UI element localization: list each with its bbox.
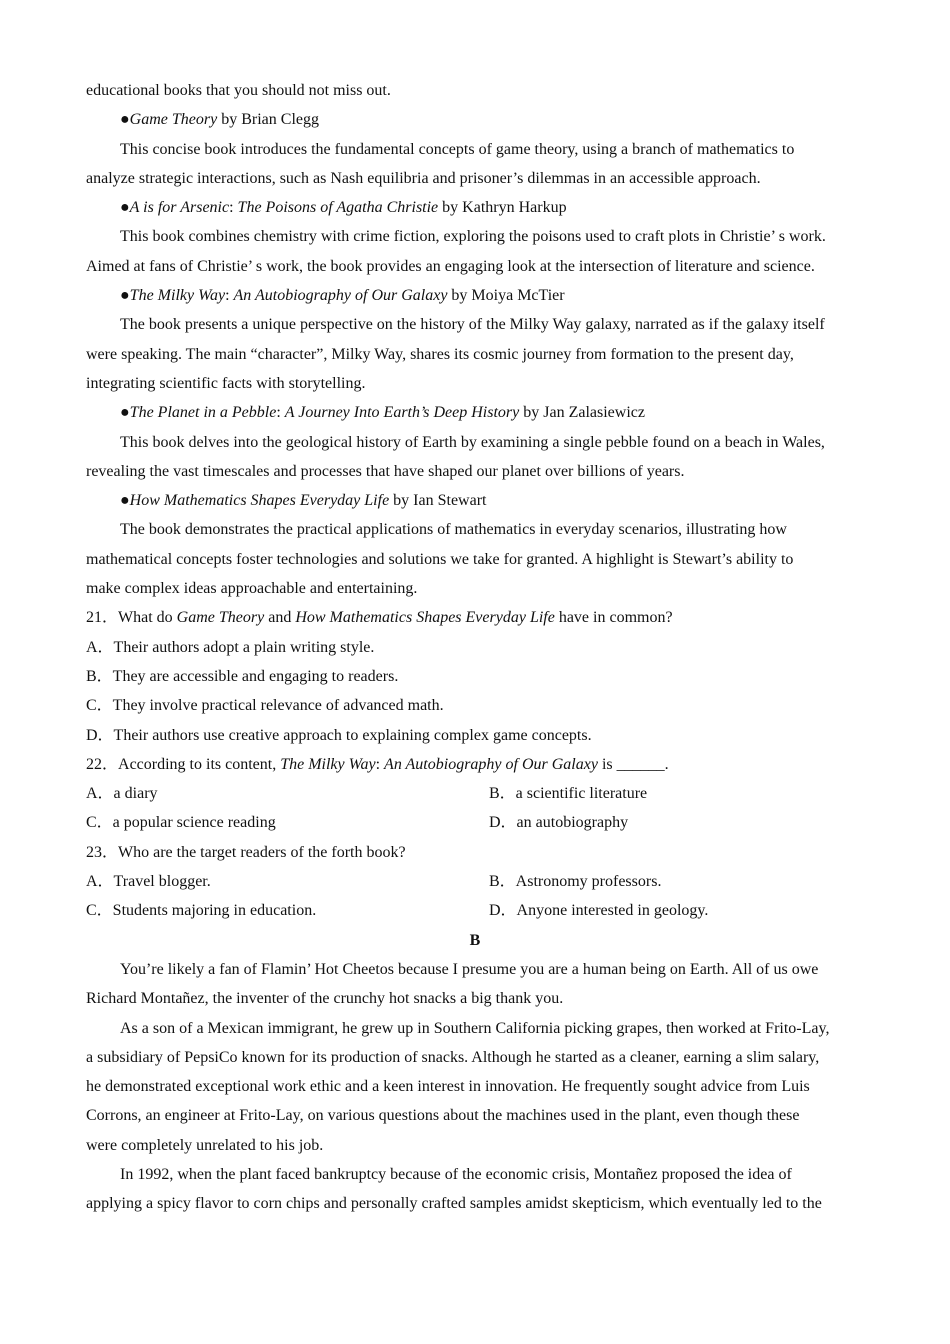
passage-line: You’re likely a fan of Flamin’ Hot Cheetos because I presume you are a human being on Earth. All of us owe xyxy=(120,960,819,978)
book-desc-line: This book delves into the geological history of Earth by examining a single pebble found on a beach in Wales, xyxy=(120,433,825,451)
book-desc-line: were speaking. The main “character”, Milky Way, shares its cosmic journey from formation to the present day, xyxy=(86,345,794,363)
q23-option-d: D．Anyone interested in geology. xyxy=(489,902,709,920)
book-title-game-theory: ●Game Theory by Brian Clegg xyxy=(120,111,319,129)
q21-option-b: B．They are accessible and engaging to readers. xyxy=(86,667,399,685)
question-22: 22．According to its content, The Milky Way: An Autobiography of Our Galaxy is ______. xyxy=(86,755,669,773)
passage-line: he demonstrated exceptional work ethic and a keen interest in innovation. He frequently sought advice from Luis xyxy=(86,1078,810,1096)
q21-option-d: D．Their authors use creative approach to explaining complex game concepts. xyxy=(86,726,592,744)
passage-line: Richard Montañez, the inventer of the crunchy hot snacks a big thank you. xyxy=(86,990,564,1008)
q23-options-row-1 xyxy=(86,867,864,896)
book-desc-line: analyze strategic interactions, such as Nash equilibria and prisoner’s dilemmas in an accessible approach. xyxy=(86,169,761,187)
q21-option-a: A．Their authors adopt a plain writing style. xyxy=(86,638,375,656)
book-desc-line: make complex ideas approachable and entertaining. xyxy=(86,580,418,598)
book-desc-line: This concise book introduces the fundamental concepts of game theory, using a branch of mathematics to xyxy=(120,140,795,158)
q23-option-b: B．Astronomy professors. xyxy=(489,873,662,891)
book-desc-line: The book presents a unique perspective on the history of the Milky Way galaxy, narrated as if the galaxy itself xyxy=(120,316,825,334)
document-page xyxy=(86,76,864,1219)
passage-line: were completely unrelated to his job. xyxy=(86,1136,324,1154)
book-desc-line: integrating scientific facts with storytelling. xyxy=(86,374,366,392)
book-title-planet-pebble: ●The Planet in a Pebble: A Journey Into Earth’s Deep History by Jan Zalasiewicz xyxy=(120,404,645,422)
passage-line: applying a spicy flavor to corn chips and personally crafted samples amidst skepticism, which eventually led to the xyxy=(86,1195,822,1213)
book-title-mathematics: ●How Mathematics Shapes Everyday Life by Ian Stewart xyxy=(120,492,487,510)
question-21: 21．What do Game Theory and How Mathematics Shapes Everyday Life have in common? xyxy=(86,609,673,627)
section-heading-b: B xyxy=(469,931,481,949)
question-23: 23．Who are the target readers of the forth book? xyxy=(86,843,406,861)
book-desc-line: Aimed at fans of Christie’ s work, the book provides an engaging look at the intersection of literature and science. xyxy=(86,257,815,275)
passage-line: As a son of a Mexican immigrant, he grew up in Southern California picking grapes, then worked at Frito-Lay, xyxy=(120,1019,830,1037)
passage-line: In 1992, when the plant faced bankruptcy because of the economic crisis, Montañez proposed the idea of xyxy=(120,1165,792,1183)
q21-option-c: C．They involve practical relevance of advanced math. xyxy=(86,697,444,715)
book-desc-line: mathematical concepts foster technologies and solutions we take for granted. A highlight is Stewart’s ability to xyxy=(86,550,794,568)
book-desc-line: revealing the vast timescales and processes that have shaped our planet over billions of years. xyxy=(86,462,685,480)
book-title-milky-way: ●The Milky Way: An Autobiography of Our Galaxy by Moiya McTier xyxy=(120,287,565,305)
passage-line: Corrons, an engineer at Frito-Lay, on various questions about the machines used in the plant, even though these xyxy=(86,1107,800,1125)
passage-line: a subsidiary of PepsiCo known for its production of snacks. Although he started as a cleaner, earning a slim salary, xyxy=(86,1048,820,1066)
q22-option-b: B．a scientific literature xyxy=(489,785,648,803)
q23-option-c: C．Students majoring in education. xyxy=(86,902,317,920)
q22-option-d: D．an autobiography xyxy=(489,814,629,832)
book-title-arsenic: ●A is for Arsenic: The Poisons of Agatha Christie by Kathryn Harkup xyxy=(120,199,567,217)
q22-option-c: C．a popular science reading xyxy=(86,814,276,832)
q22-options-row-1 xyxy=(86,779,864,808)
book-desc-line: This book combines chemistry with crime fiction, exploring the poisons used to craft plots in Christie’ s work. xyxy=(120,228,826,246)
intro-tail: educational books that you should not miss out. xyxy=(86,82,391,99)
q22-option-a: A．a diary xyxy=(86,785,158,803)
book-desc-line: The book demonstrates the practical applications of mathematics in everyday scenarios, illustrating how xyxy=(120,521,787,539)
q23-options-row-2 xyxy=(86,896,864,925)
q23-option-a: A．Travel blogger. xyxy=(86,873,211,891)
q22-options-row-2 xyxy=(86,808,864,837)
